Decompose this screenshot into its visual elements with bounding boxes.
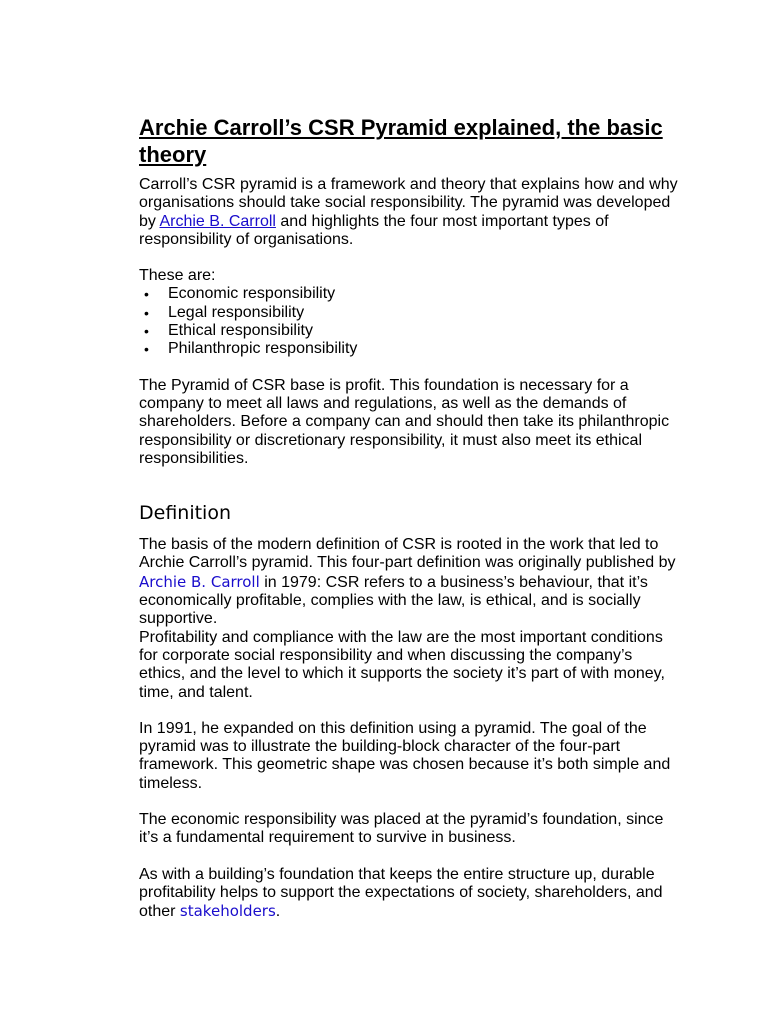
bullet-icon: • [144, 323, 149, 340]
building-text-end: . [275, 903, 281, 921]
page-title: Archie Carroll’s CSR Pyramid explained, the basic theory [139, 115, 663, 167]
spacer [139, 793, 679, 811]
pyramid-base-paragraph: The Pyramid of CSR base is profit. This foundation is necessary for a company to meet all laws and regulations, as well as the demands of shareholders. Before a company can and should then take its philanthropic responsibility or discretionary responsibility, it must also meet its ethical responsibilities. [139, 376, 670, 467]
economic-foundation-paragraph: The economic responsibility was placed at the pyramid’s foundation, since it’s a fundamental requirement to survive in business. [139, 811, 664, 847]
bullet-icon: • [144, 286, 149, 303]
building-text-start: As with a building’s foundation that keeps the entire structure up, durable profitability helps to support the expectations of society, shareholders, and other [139, 865, 663, 921]
definition-text-start: The basis of the modern definition of CSR is rooted in the work that led to Archie Carroll’s pyramid. This four-part definition was originally published by [139, 536, 676, 572]
expansion-paragraph: In 1991, he expanded on this definition using a pyramid. The goal of the pyramid was to illustrate the building-block character of the four-part framework. This geometric shape was chosen because it’s both simple and timeless. [139, 719, 671, 792]
intro-paragraph [139, 176, 679, 249]
spacer [139, 359, 679, 377]
archie-carroll-link[interactable]: Archie B. Carroll [159, 212, 276, 230]
intro-text-start: Carroll’s CSR pyramid is a framework and theory that explains how and why organisations should take social responsibility. The pyramid was developed by [139, 176, 678, 230]
definition-heading: Definition [139, 502, 232, 525]
responsibility-list [139, 285, 679, 358]
list-item-label: Ethical responsibility [168, 322, 313, 340]
profitability-paragraph: Profitability and compliance with the law are the most important conditions for corporate social responsibility and when discussing the company’s ethics, and the level to which it supports the society it’s part of with money, time, and talent. [139, 628, 665, 701]
list-item [144, 285, 679, 303]
list-item [144, 340, 679, 358]
definition-paragraph [139, 536, 679, 628]
list-item [144, 303, 679, 322]
building-foundation-paragraph [139, 866, 679, 922]
spacer [139, 848, 679, 866]
bullet-icon: • [144, 304, 149, 321]
intro-text-end: and highlights the four most important types of responsibility of organisations. [139, 212, 609, 248]
definition-text-end: in 1979: CSR refers to a business’s behaviour, that it’s economically profitable, complies with the law, is ethical, and is socially supportive. [139, 573, 648, 628]
list-item-label: Economic responsibility [168, 285, 336, 303]
list-item-label: Philanthropic responsibility [168, 340, 358, 358]
bullet-icon: • [144, 341, 149, 358]
archie-carroll-definition-link[interactable]: Archie B. Carroll [139, 572, 260, 591]
list-intro: These are: [139, 267, 216, 285]
list-item [144, 322, 679, 340]
list-item-label: Legal responsibility [168, 303, 305, 321]
spacer [139, 702, 679, 720]
spacer [139, 249, 679, 267]
document-content [139, 114, 679, 922]
stakeholders-link[interactable]: stakeholders [179, 902, 276, 921]
